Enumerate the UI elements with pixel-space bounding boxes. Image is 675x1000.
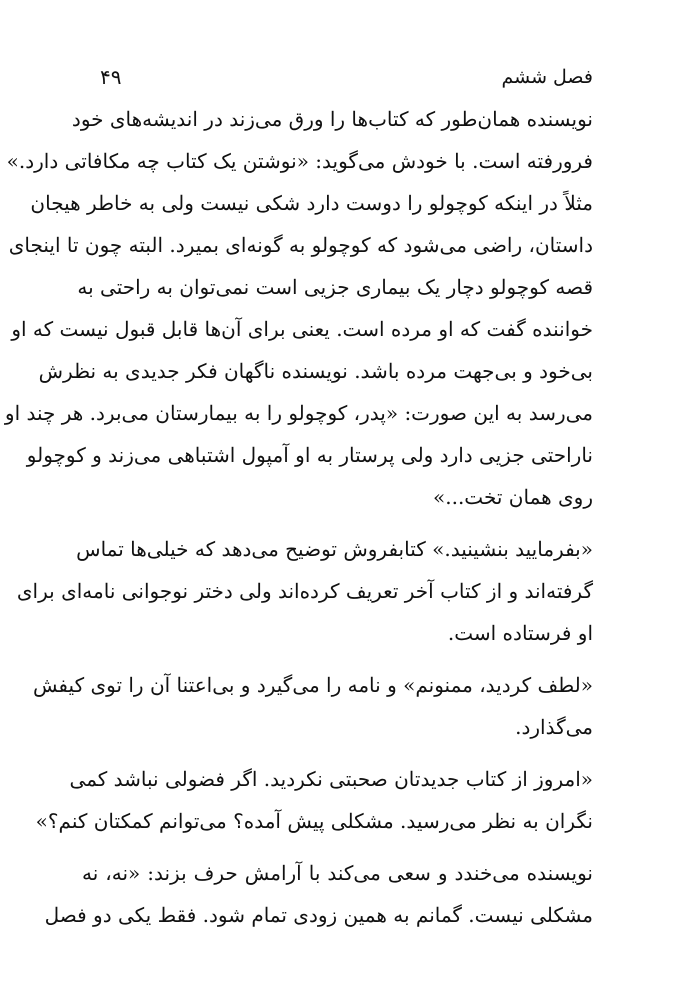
text-line: گرفته‌اند و از کتاب آخر تعریف کرده‌اند ولی دختر نوجوانی نامه‌ای برای: [16, 579, 593, 603]
text-line: «امروز از کتاب جدیدتان صحبتی نکردید. اگر فضولی نباشد کمی: [69, 767, 593, 791]
text-line: نویسنده می‌خندد و سعی می‌کند با آرامش حرف بزند: «نه، نه: [82, 861, 593, 885]
paragraph: [4, 98, 593, 518]
text-line: روی همان تخت...»: [433, 485, 593, 509]
text-line: مثلاً در اینکه کوچولو را دوست دارد شکی نیست ولی به خاطر هیجان: [30, 191, 593, 215]
paragraph: [44, 852, 593, 936]
text-line: او فرستاده است.: [447, 621, 593, 645]
text-line: می‌گذارد.: [515, 715, 593, 739]
text-line: ناراحتی جزیی دارد ولی پرستار به او آمپول اشتباهی می‌زند و کوچولو: [26, 443, 593, 467]
text-line: داستان، راضی می‌شود که کوچولو به گونه‌ای بمیرد. البته چون تا اینجای: [8, 233, 593, 257]
text-line: نگران به نظر می‌رسید. مشکلی پیش آمده؟ می‌توانم کمکتان کنم؟»: [35, 809, 593, 833]
text-line: نویسنده همان‌طور که کتاب‌ها را ورق می‌زند در اندیشه‌های خود: [71, 107, 593, 131]
text-line: «بفرمایید بنشینید.» کتابفروش توضیح می‌دهد که خیلی‌ها تماس: [76, 537, 593, 561]
page-header: [100, 62, 593, 92]
chapter-title: فصل ششم: [501, 66, 593, 88]
text-line: می‌رسد به این صورت: «پدر، کوچولو را به بیمارستان می‌برد. هر چند او: [4, 401, 593, 425]
text-line: خواننده گفت که او مرده است. یعنی برای آن‌ها قابل قبول نیست که او: [11, 317, 593, 341]
text-line: «لطف کردید، ممنونم» و نامه را می‌گیرد و بی‌اعتنا آن را توی کیفش: [32, 673, 593, 697]
paragraph: [35, 758, 593, 842]
text-line: بی‌خود و بی‌جهت مرده باشد. نویسنده ناگهان فکر جدیدی به نظرش: [38, 359, 593, 383]
text-line: فرورفته است. با خودش می‌گوید: «نوشتن یک کتاب چه مکافاتی دارد.»: [6, 149, 593, 173]
body-text: [4, 98, 593, 936]
page-number: ۴۹: [100, 65, 122, 89]
paragraph: [16, 528, 593, 654]
paragraph: [32, 664, 593, 748]
text-line: قصه کوچولو دچار یک بیماری جزیی است نمی‌توان به راحتی به: [77, 275, 593, 299]
text-line: مشکلی نیست. گمانم به همین زودی تمام شود. فقط یکی دو فصل: [44, 903, 593, 927]
